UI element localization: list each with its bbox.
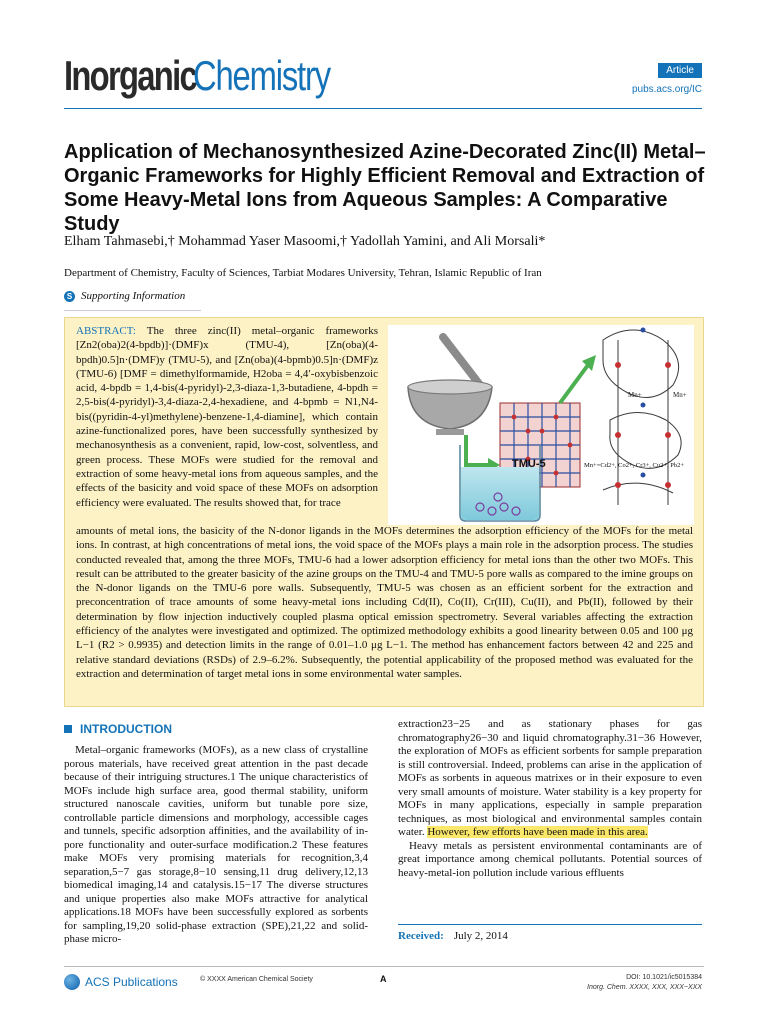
affiliation: Department of Chemistry, Faculty of Sciences, Tarbiat Modares University, Tehran, Islamic Republic of Iran	[64, 267, 542, 279]
highlighted-sentence[interactable]: However, few efforts have been made in this area.	[427, 826, 648, 838]
page-number: A	[380, 974, 387, 984]
received-divider	[398, 924, 702, 925]
author-list: Elham Tahmasebi,† Mohammad Yaser Masoomi,† Yadollah Yamini, and Ali Morsali*	[64, 234, 546, 249]
acs-logo-icon	[64, 974, 80, 990]
metal-ions-label: Mn+=Cd2+, Co2+, Cr3+, Cu2+, Pb2+	[584, 462, 685, 469]
abstract-label: ABSTRACT:	[76, 325, 136, 337]
header-divider	[64, 108, 702, 109]
toc-graphic	[388, 325, 694, 525]
intro-left-column	[64, 744, 368, 947]
mortar-pestle-icon	[408, 337, 492, 435]
article-type-badge: Article	[658, 63, 702, 78]
acs-publications-label: ACS Publications	[85, 975, 178, 989]
m-ion-label-2: Mn+	[673, 391, 687, 399]
toc-graphic-illustration	[388, 325, 694, 525]
article-title: Application of Mechanosynthesized Azine-Decorated Zinc(II) Metal–Organic Frameworks for Highly Efficient Removal and Extraction of Some Heavy-Metal Ions from Aqueous Samples: A Comparative Study	[64, 141, 706, 235]
journal-logo-word2: Chemistry	[193, 52, 331, 99]
tmu5-label: TMU-5	[512, 458, 546, 470]
framework-structure-icon	[603, 330, 681, 505]
intro-paragraph-2	[398, 718, 702, 840]
intro-paragraph-1: Metal–organic frameworks (MOFs), as a new class of crystalline porous materials, have received great attention in the past decade because of their intriguing structures.1 The unique characteristics of MOFs include high surface area, good thermal stability, uniform structured nanoscale cavities, uniform but tunable pore size, controllable particle dimensions and morphology, accessible cages and tunnels, specific adsorption affinities, and the availability of in-pore functionality and outer-surface modification.2 These features make MOFs very promising materials for recognition,3,4 separation,5−7 gas storage,8−10 sensing,11 drug delivery,12,13 biomedical imaging,14 and catalysis.15−17 The diverse structures and unique properties also make MOFs attractive for analytical applications.18 MOFs have been successfully explored as sorbents for sampling,19,20 solid-phase extraction (SPE),21,22 and solid-phase micro-	[64, 744, 368, 945]
abstract-body-narrow: The three zinc(II) metal–organic frameworks [Zn2(oba)2(4-bpdb)]·(DMF)x (TMU-4), [Zn(oba)(4-bpdh)0.5]n·(DMF)y (TMU-5), and [Zn(oba)(4-bpmb)0.5]n·(DMF)z (TMU-6) [DMF = dimethylformamide, H2oba = 4,4′-oxybisbenzoic acid, 4-bpdb = 1,4-bis(4-pyridyl)-2,3-diaza-1,3-butadiene, 4-bpdh = 2,5-bis(4-pyridyl)-3,4-diaza-2,4-hexadiene, and 4-bpmb = N1,N4-bis((pyridin-4-yl)methylene)-benzene-1,4-diamine], which contain azine-functionalized pores, have been successfully synthesized by mechanosynthesis as a convenient, rapid, low-cost, solventless, and green process. These MOFs were studied for the removal and extraction of some heavy-metal ions from aqueous samples, and the effects of the basicity and void space of these MOFs on adsorption efficiency were evaluated. The results showed that, for trace	[76, 325, 378, 509]
footer-divider	[64, 966, 704, 967]
journal-logo-word1: Inorganic	[64, 52, 197, 99]
received-label: Received:	[398, 930, 444, 942]
doi-link[interactable]: DOI: 10.1021/ic5015384	[626, 974, 702, 981]
supporting-info-icon: S	[64, 291, 75, 302]
short-divider	[64, 310, 201, 311]
acs-publications-logo[interactable]	[64, 974, 178, 990]
introduction-heading	[64, 722, 172, 736]
supporting-info-link[interactable]	[64, 290, 185, 302]
copyright-notice: © XXXX American Chemical Society	[200, 976, 313, 983]
intro-right-column	[398, 718, 702, 880]
section-square-icon	[64, 725, 72, 733]
introduction-heading-text: INTRODUCTION	[80, 722, 172, 736]
intro-paragraph-2-text: extraction23−25 and as stationary phases for gas chromatography26−30 and liquid chromatography.31−36 However, the exploration of MOFs as efficient sorbents for sample preparation is still controversial. Indeed, problems can arise in the application of MOFs as sorbents in aqueous matrixes or in their exposure to even very small amounts of moisture. Water stability is a key property for MOFs in many applications, especially in sample preparation techniques, as most biological and environmental samples contain water.	[398, 718, 702, 838]
received-value: July 2, 2014	[453, 930, 508, 942]
journal-url-link[interactable]: pubs.acs.org/IC	[631, 84, 702, 95]
supporting-info-label: Supporting Information	[81, 290, 186, 302]
intro-paragraph-3: Heavy metals as persistent environmental contaminants are of great importance among chemical pollutants. Potential sources of heavy-metal-ion pollution include various effluents	[398, 839, 702, 879]
abstract-text-narrow	[76, 324, 378, 510]
doi-block	[587, 973, 702, 993]
citation: Inorg. Chem. XXXX, XXX, XXX−XXX	[587, 984, 702, 991]
m-ion-label: Mn+	[628, 391, 642, 399]
abstract-text-wide: amounts of metal ions, the basicity of the N-donor ligands in the MOFs determines the adsorption efficiency of the MOFs for the metal ions. In contrast, at high concentrations of metal ions, the void space of the MOFs plays a main role in the adsorption process. The studies conducted revealed that, among the three MOFs, TMU-6 had a lower adsorption efficiency for metal ions than the other two MOFs. This result can be attributed to the greater basicity of the azine groups on the TMU-4 and TMU-5 pore walls as compared to the imine groups on the N-donor ligands on the TMU-6 pore walls. Subsequently, TMU-5 was chosen as an efficient sorbent for the extraction and preconcentration of trace amounts of some heavy-metal ions including Cd(II), Co(II), Cr(III), Cu(II), and Pb(II), followed by their determination by flow injection inductively coupled plasma optical emission spectrometry. Several variables affecting the extraction efficiency of the analytes were investigated and optimized. The optimized methodology exhibits a good linearity between 0.05 and 100 μg L−1 (R2 > 0.9935) and detection limits in the range of 0.01–1.0 μg L−1. The method has enhancement factors between 42 and 225 and relative standard deviations (RSDs) of 2.9–6.2%. Subsequently, the potential applicability of the proposed method was evaluated for the extraction and determination of target metal ions in some environmental water samples.	[76, 525, 693, 680]
received-date	[398, 930, 508, 942]
journal-logo[interactable]	[64, 52, 369, 100]
